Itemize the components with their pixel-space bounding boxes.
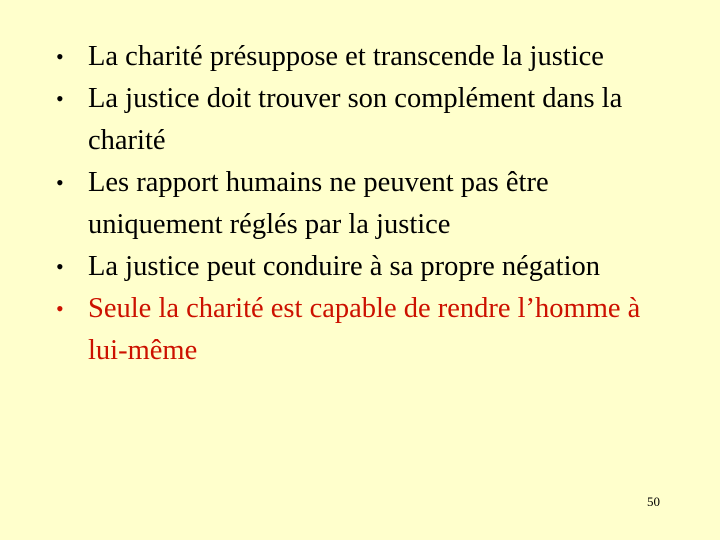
bullet-list: [56, 36, 676, 372]
bullet-item: [56, 78, 676, 162]
bullet-icon: •: [56, 254, 64, 279]
bullet-item-highlighted: [56, 288, 676, 372]
bullet-icon: •: [56, 44, 64, 69]
bullet-icon: •: [56, 170, 64, 195]
bullet-item: [56, 162, 676, 246]
bullet-item: [56, 246, 676, 288]
bullet-text: La justice doit trouver son complément dans la charité: [88, 83, 623, 156]
bullet-item: [56, 36, 676, 78]
bullet-text: La charité présuppose et transcende la justice: [88, 41, 604, 72]
bullet-text: Seule la charité est capable de rendre l’homme à lui-même: [88, 293, 641, 366]
bullet-text: La justice peut conduire à sa propre négation: [88, 251, 601, 282]
slide-number: 50: [647, 494, 660, 509]
bullet-icon: •: [56, 86, 64, 111]
bullet-icon: •: [56, 296, 64, 321]
bullet-text: Les rapport humains ne peuvent pas être uniquement réglés par la justice: [88, 167, 549, 240]
